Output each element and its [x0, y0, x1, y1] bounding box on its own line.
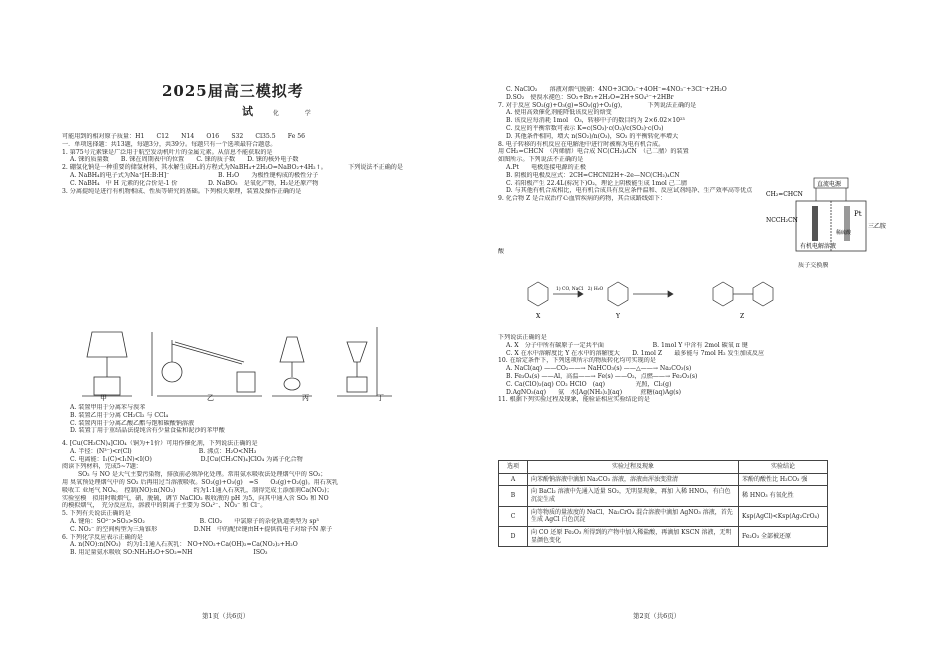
table-cell: C — [499, 506, 528, 526]
table-cell: Fe₂O₃ 全部被还原 — [739, 527, 828, 547]
acid-label: 三乙胺 — [868, 223, 886, 230]
q8-option-d: D. 与其他有机合成相比，电有机合成具有反应条件温和、反应试剂纯净、生产效率高等优点 — [506, 187, 753, 195]
table-row — [499, 473, 828, 486]
subtitle-main: 试 — [242, 105, 261, 118]
pt-label: Pt — [854, 210, 862, 218]
table-cell: A — [499, 473, 528, 486]
q8-option-c: C. 若阳极产生 22.4L(标况下)O₂，理论上阴极能生成 1mol 己二腈 — [506, 179, 688, 187]
label-y: Y — [616, 313, 620, 320]
caption-left: 酸 — [498, 248, 505, 255]
material-line: 用 臭氧预处理烟气中的 SO₂ 后再用过当溶液吸收。SO₂(g)+O₃(g) =S O₂(g)+O₂(g)。用石灰乳 — [62, 478, 339, 486]
q3-option-d: D. 装置丁用于重结晶法提纯含有少量食盐和泥沙的苯甲酸 — [70, 427, 225, 435]
y-ring — [608, 282, 628, 306]
q3-options — [62, 404, 472, 435]
table-cell: Ksp(AgCl)<Ksp(Ag₂CrO₄) — [739, 506, 828, 526]
q9-options-cd: C. X 在水中溶解度比 Y 在水中的溶解度大 D. 1mol Z 最多能与 7mol H₂ 发生加成反应 — [506, 349, 765, 357]
table-cell: 向 BaCl₂ 溶液中先通入适量 SO₂，无明显现象，再加 入稀 HNO₃，有白色沉淀生成 — [528, 486, 739, 506]
q5-options-cd: C. NO₂⁻ 的空间构型为三角锥形 D.NH 中的配位键由H+提供孤电子对给予N 原子 — [70, 525, 333, 533]
table-header-row — [499, 461, 828, 474]
q6-option-b: B. 用足量氨水吸收 SO:NH₃H₂O+SO₂=NH ISO₃ — [70, 549, 268, 557]
text-line: 一．单项选择题：共13题，每题3分，共39分。每题只有一个选项最符合题意。 — [62, 140, 277, 148]
experiment-table — [498, 460, 828, 547]
membrane-caption: 质子交换膜 — [798, 262, 829, 269]
label-yi: 乙 — [207, 394, 214, 402]
power-label: 直流电源 — [817, 181, 842, 188]
synthesis-route — [508, 278, 808, 326]
q7-option-b: B. 该反应每消耗 1mol O₃，转移中子的数目约为 2×6.02×10²³ — [506, 117, 685, 125]
z-ring-2 — [753, 282, 773, 306]
material-line: 吸收工 业尾气 NOₓ。 控制(NO):n(NO₂) 约为1:1通入石灰乳，制得完成土添加剂Ca(NO₂)； — [62, 486, 333, 494]
left-page — [62, 0, 472, 672]
product-label: NCCH₂CN — [766, 217, 798, 224]
q5-options-ab: A. 键角：SO²⁻>SO₃>SO₂ B. ClO₂ 中氯原子的杂化轨道类型为 sp³ — [70, 517, 319, 525]
question-11: 11. 根据下列实验过程及现象，能验证相应实验结论的是 — [498, 396, 650, 404]
question-8: 8. 电子转移的有机反应在电解池中进行时被称为电有机合成。 — [498, 140, 665, 148]
q4-to-q6 — [62, 440, 472, 557]
q7-option-a: A. 使用高效催化剂能降低该反应的焓变 — [506, 109, 612, 117]
label-jia: 甲 — [100, 394, 107, 402]
acid-left-label: 稀硫酸 — [836, 230, 852, 236]
table-cell: 稀 HNO₃ 有氧化性 — [739, 486, 828, 506]
q9-10-block — [498, 334, 903, 404]
apparatus-jia — [82, 332, 132, 396]
exam-subtitle — [242, 105, 323, 119]
question-5: 5. 下列有关说法正确的是 — [62, 510, 131, 518]
reading-intro: 阅读下列材料，完成5~7题： — [62, 463, 142, 471]
table-header: 实验结论 — [739, 461, 828, 474]
q10-option-a: A. NaCl(aq) ——CO₂——→ NaHCO₃(s) ——△——→ Na₂CO₃(s) — [506, 365, 692, 373]
q7-option-d: D. 其他条件相同，增大 n(SO₂)/n(O₃)，SO₂ 的平衡转化率增大 — [506, 132, 679, 140]
q9-prompt: 下列说法正确的是 — [498, 334, 547, 341]
material-line: SO₂ 与 NO 是大气主要污染物，排放前必须净化处理。常用氨水吸收法处理烟气中的 SO₂； — [78, 471, 327, 479]
table-cell: D — [499, 527, 528, 547]
question-1: 1. 第75号元素铼是广泛用于航空发动机叶片的金属元素。从信息不能获取的是 — [62, 148, 273, 156]
apparatus-yi — [152, 332, 262, 396]
q6-option-a: A. n(NO):n(NO₂) 约为1:1通入石灰乳： NO+NO₂+Ca(OH)₂=Ca(NO₂)₂+H₂O — [70, 541, 298, 549]
q10-option-d: D.AgNO₃(aq) 氨 水[Ag(NH₃)₂](aq) 蔗糖(aq)Ag(s) — [506, 388, 682, 396]
q4-options-ab: A. 半径：(N³⁻)<r(Cl) B. 沸点：H₂O<NH₃ — [70, 447, 257, 455]
intro-block — [62, 133, 472, 195]
table-row — [499, 506, 828, 526]
q4-options-cd: C. 电离能：I₁(C)<I₁N)<I(O) D.[Cu(CH₃CN)₄]ClO₄ 为离子化合物 — [70, 455, 303, 463]
table-header: 选项 — [499, 461, 528, 474]
q2-options-ab: A. NaBH₄的电子式为Na⁺[H:B:H]⁻ B. H₂O 为极性键构成的极性分子 — [70, 171, 319, 179]
q8-option-b: B. 阴极的电极反应式：2CH=CHCNl2H+-2e—NC(CH₂)₄CN — [506, 171, 680, 179]
electrolysis-diagram — [766, 176, 886, 258]
material-line: 的模拟烟气， 充分反应后，溶液中的阴离子主要为 SO₄²⁻、NO₃⁻ 和 Cl⁻。 — [62, 502, 267, 510]
question-3: 3. 分离提纯是进行有机物相成、性质等研究的基础。下列相关原理，装置及操作正确的是 — [62, 187, 302, 195]
question-7: 7. 对于反应 SO₂(g)+O₃(g)=SO₃(g)+O₂(g)， 下列说法正确的是 — [498, 101, 697, 109]
table-cell: B — [499, 486, 528, 506]
table-cell: 苯酚的酸性比 H₂CO₃ 强 — [739, 473, 828, 486]
q3-option-c: C. 装置丙用于分离乙酸乙酯与饱和碳酸钠溶液 — [70, 419, 195, 427]
q10-option-b: B. Fe₃O₄(s) ——Al，高温——→ Fe(s) ——O₂，点燃——→ Fe₂O₃(s) — [506, 372, 698, 380]
page-footer-left: 第1页（共6页） — [202, 612, 250, 620]
material-line: 实验室模 拟用时吸烟气，硝、脱硫，调节 NaClO₂ 吸收液的 pH 为5，向其中通入含 SO₂ 和 NO — [62, 494, 329, 502]
table-cell: 向 CO 还原 Fe₂O₃ 所得到的产物中加入稀盐酸，再滴加 KSCN 溶液，无明显颜色变化 — [528, 527, 739, 547]
table-row — [499, 527, 828, 547]
label-x: X — [536, 313, 541, 320]
table-cell: 向等物质的量浓度的 NaCl、Na₂CrO₄ 混合溶液中滴加 AgNO₃ 溶液，首先生成 AgCl 白色沉淀 — [528, 506, 739, 526]
q6-option-c: C. NaClO₂ 溶液对烟气脱硝：4NO+3ClO₂⁻+4OH⁻=4NO₃⁻+3Cl⁻+2H₂O — [506, 86, 727, 93]
table-header: 实验过程及现象 — [528, 461, 739, 474]
q8-text: 如图所示。下列说法不正确的是 — [498, 156, 584, 164]
page-footer-right: 第2页（共6页） — [633, 612, 681, 620]
table-cell: 向苯酚钠溶液中滴加 Na₂CO₃ 溶液，溶液由浑浊变澄清 — [528, 473, 739, 486]
z-ring-1 — [713, 282, 733, 306]
solvent-label: 有机电解溶液 — [800, 243, 837, 250]
q8-option-a: A.Pt 电极连接电源的正极 — [506, 163, 586, 171]
question-10: 10. 在给定条件下，下列选项所示的物质转化均可实现的是 — [498, 357, 656, 365]
text-line: 可能用到的相对原子质量：H1 C12 N14 O16 S32 Cl35.5 Fe 56 — [62, 133, 305, 140]
q8-text: 用 CH₂=CHCN （丙烯腈）电合成 NC(CH₂)₄CN （己二腈）的装置 — [498, 148, 689, 156]
question-9: 9. 化合物 Z 是合成治疗心血管疾病的药物，其合成路线如下： — [498, 195, 667, 203]
q10-option-c: C. Ca(ClO)₂(aq) CO₂ HClO (aq) 光照，Cl₂(g) — [506, 380, 672, 388]
feed-label: CH₂=CHCN — [766, 191, 803, 198]
q2-options-cd: C. NaBH₄ 中 H 元素的化合价是-1 价 D. NaBO₂ 是氧化产物，H₂是还原产物 — [70, 179, 319, 187]
reagent-label: 1) CO, NaCl 2) H₂O — [556, 287, 604, 292]
exam-title: 2025届高三模拟考 — [162, 82, 304, 100]
label-ding: 丁 — [377, 394, 384, 402]
right-page — [498, 0, 903, 672]
x-ring — [528, 282, 548, 306]
question-2: 2. 硼氢化钠是一种重要的储氢材料，其水解生成H₂的方程式为NaBH₄+2H₂O=NaBO₂+4H₂↑。 下列说法不正确的是 — [62, 164, 403, 172]
q3-option-b: B. 装置乙用于分离 CH₂Cl₂ 与 CCl₄ — [70, 411, 169, 419]
apparatus-figure — [72, 322, 412, 402]
table-row — [499, 486, 828, 506]
q9-options-ab: A. X 分子中所有碳原子一定共平面 B. 1mol Y 中含有 2mol 碳氧 π 键 — [506, 341, 748, 349]
q1-options: A. 铼的质量数 B. 铼在周期表中的位置 C. 铼的质子数 D. 铼的核外电子数 — [70, 156, 299, 164]
label-z: Z — [740, 313, 745, 320]
label-bing: 丙 — [302, 394, 309, 402]
q7-option-c: C. 反应的平衡常数可表示 K=c(SO₃)·c(O₂)/c(SO₂)·c(O₃) — [506, 124, 664, 132]
apparatus-ding — [337, 327, 392, 396]
q6-option-d: D.SO₂ 使溴水褪色：SO₂+Br₂+2H₂O=2H+SO₄²⁻+2HBr — [506, 93, 674, 101]
q3-option-a: A. 装置甲用于分离苯与溴苯 — [70, 404, 146, 411]
apparatus-bing — [272, 337, 312, 396]
question-6: 6. 下列化学反应表示正确的是 — [62, 533, 143, 541]
question-4: 4. [Cu(CH₃CN)₄]ClO₄（铜为+1价）可用作催化剂，下列说法正确的是 — [62, 440, 258, 447]
subtitle-sub: 化 学 — [272, 110, 323, 117]
